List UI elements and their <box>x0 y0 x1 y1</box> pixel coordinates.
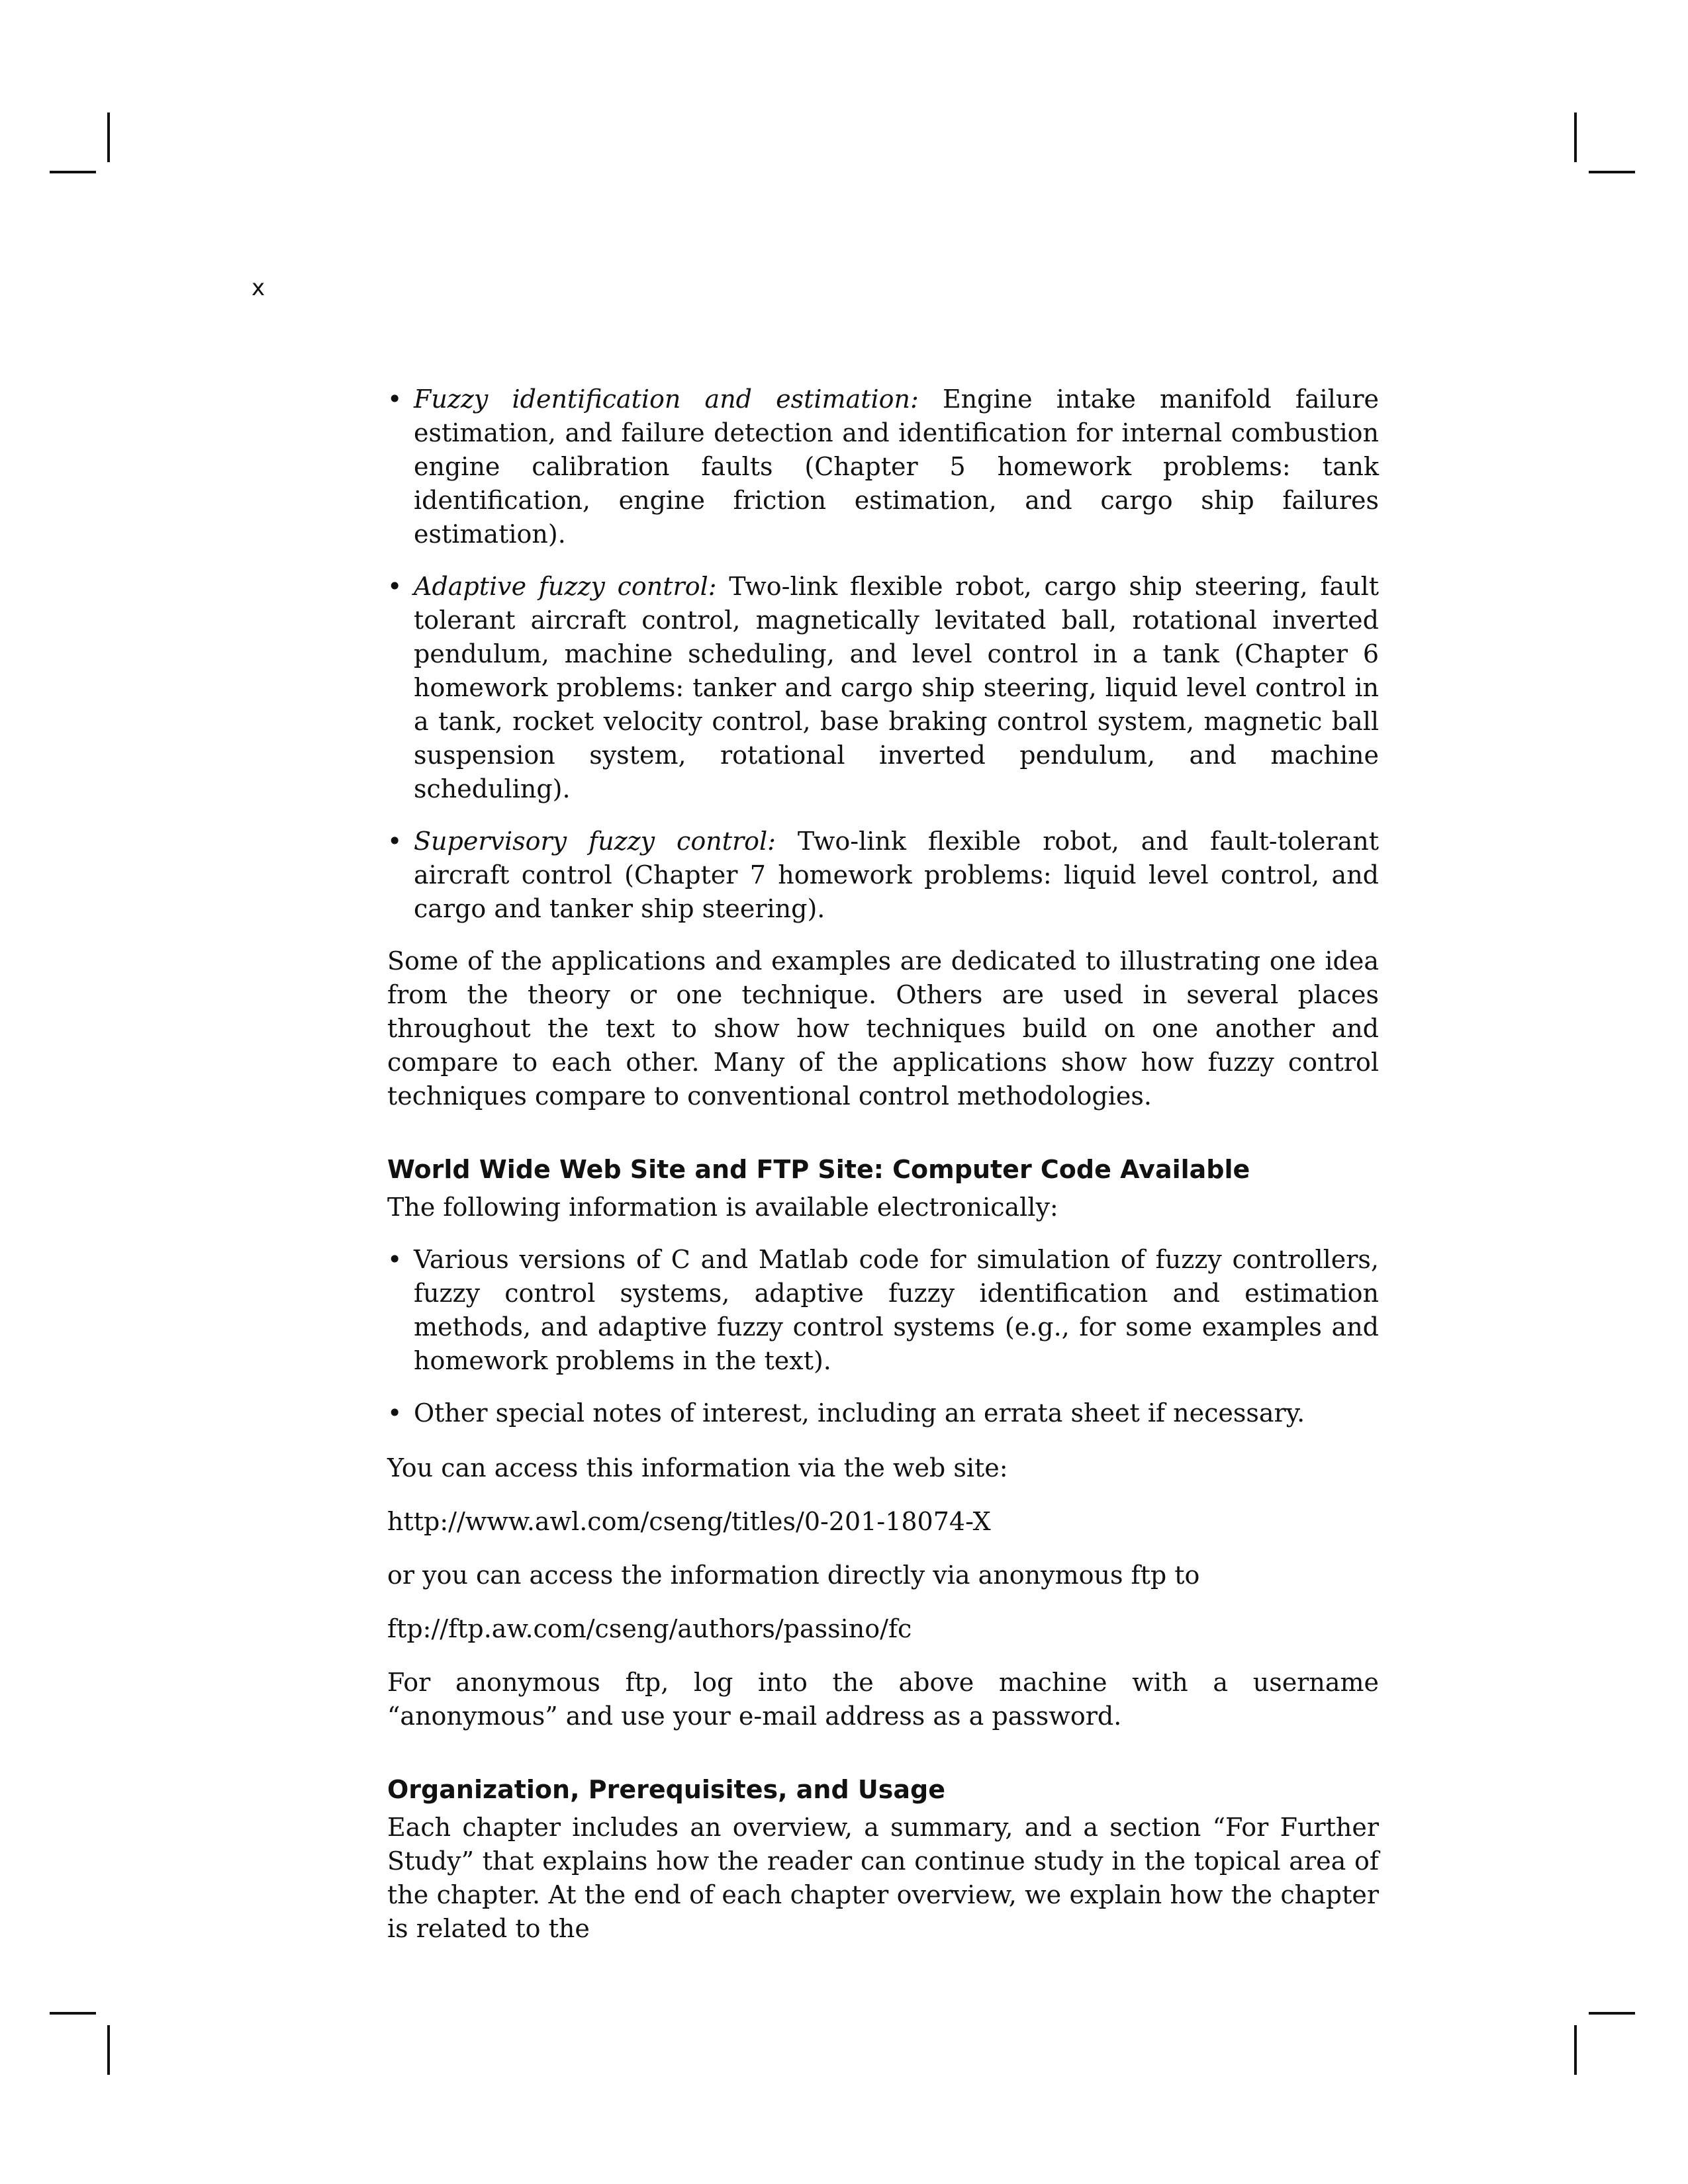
page-content <box>387 383 1379 1946</box>
page-number: x <box>252 275 265 301</box>
list-item-text: Various versions of C and Matlab code for simulation of fuzzy controllers, fuzzy control systems, adaptive fuzzy identification and estimation methods, and adaptive fuzzy control systems (e.g., for some examples and homework problems in the text). <box>414 1245 1379 1375</box>
list-item <box>387 383 1379 551</box>
list-item <box>387 825 1379 926</box>
crop-mark-bottom-right-h <box>1589 2012 1635 2015</box>
bullet-icon: • <box>387 1398 402 1428</box>
web-url[interactable]: http://www.awl.com/cseng/titles/0-201-18074-X <box>387 1507 991 1536</box>
paragraph-applications: Some of the applications and examples are dedicated to illustrating one idea from the theory or one technique. Others are used in several places throughout the text to show how techniques build on one another and compare to each other. Many of the applications show how fuzzy control techniques compare to conventional control methodologies. <box>387 946 1379 1111</box>
web-resource-list <box>387 1243 1379 1430</box>
application-list <box>387 383 1379 926</box>
ftp-url[interactable]: ftp://ftp.aw.com/cseng/authors/passino/fc <box>387 1614 912 1643</box>
section-heading-web: World Wide Web Site and FTP Site: Computer Code Available <box>387 1155 1250 1184</box>
paragraph-organization: Each chapter includes an overview, a summary, and a section “For Further Study” that explains how the reader can continue study in the topical area of the chapter. At the end of each chapter overview, we explain how the chapter is related to the <box>387 1813 1379 1943</box>
bullet-icon: • <box>387 827 402 856</box>
bullet-icon: • <box>387 572 402 601</box>
list-item-term: Fuzzy identification and estimation: <box>414 385 919 414</box>
crop-mark-top-right-h <box>1589 171 1635 173</box>
crop-mark-top-left-v <box>107 113 110 162</box>
list-item-text: Engine intake manifold failure estimation, and failure detection and identification for internal combustion engine calibration faults (Chapter 5 homework problems: tank identification, engine friction estimation, and cargo ship failures estimation). <box>414 385 1379 549</box>
crop-mark-top-right-v <box>1574 113 1577 162</box>
crop-mark-top-left-h <box>50 171 96 173</box>
paragraph-access-web: You can access this information via the web site: <box>387 1453 1008 1482</box>
paragraph-web-intro: The following information is available electronically: <box>387 1193 1058 1222</box>
list-item <box>387 570 1379 806</box>
crop-mark-bottom-left-h <box>50 2012 96 2015</box>
crop-mark-bottom-right-v <box>1574 2025 1577 2075</box>
bullet-icon: • <box>387 1245 402 1274</box>
list-item-term: Adaptive fuzzy control: <box>414 572 717 601</box>
bullet-icon: • <box>387 385 402 414</box>
list-item-text: Two-link flexible robot, and fault-tolerant aircraft control (Chapter 7 homework problems: liquid level control, and cargo and tanker ship steering). <box>414 827 1379 923</box>
section-heading-organization: Organization, Prerequisites, and Usage <box>387 1775 945 1804</box>
list-item <box>387 1243 1379 1378</box>
paragraph-access-ftp: or you can access the information directly via anonymous ftp to <box>387 1561 1200 1590</box>
list-item <box>387 1396 1379 1430</box>
list-item-text: Other special notes of interest, including an errata sheet if necessary. <box>414 1398 1305 1428</box>
paragraph-ftp-note: For anonymous ftp, log into the above machine with a username “anonymous” and use your e-mail address as a password. <box>387 1668 1379 1731</box>
list-item-text: Two-link flexible robot, cargo ship steering, fault tolerant aircraft control, magnetically levitated ball, rotational inverted pendulum, machine scheduling, and level control in a tank (Chapter 6 homework problems: tanker and cargo ship steering, liquid level control in a tank, rocket velocity control, base braking control system, magnetic ball suspension system, rotational inverted pendulum, and machine scheduling). <box>414 572 1379 803</box>
list-item-term: Supervisory fuzzy control: <box>414 827 776 856</box>
crop-mark-bottom-left-v <box>107 2025 110 2075</box>
